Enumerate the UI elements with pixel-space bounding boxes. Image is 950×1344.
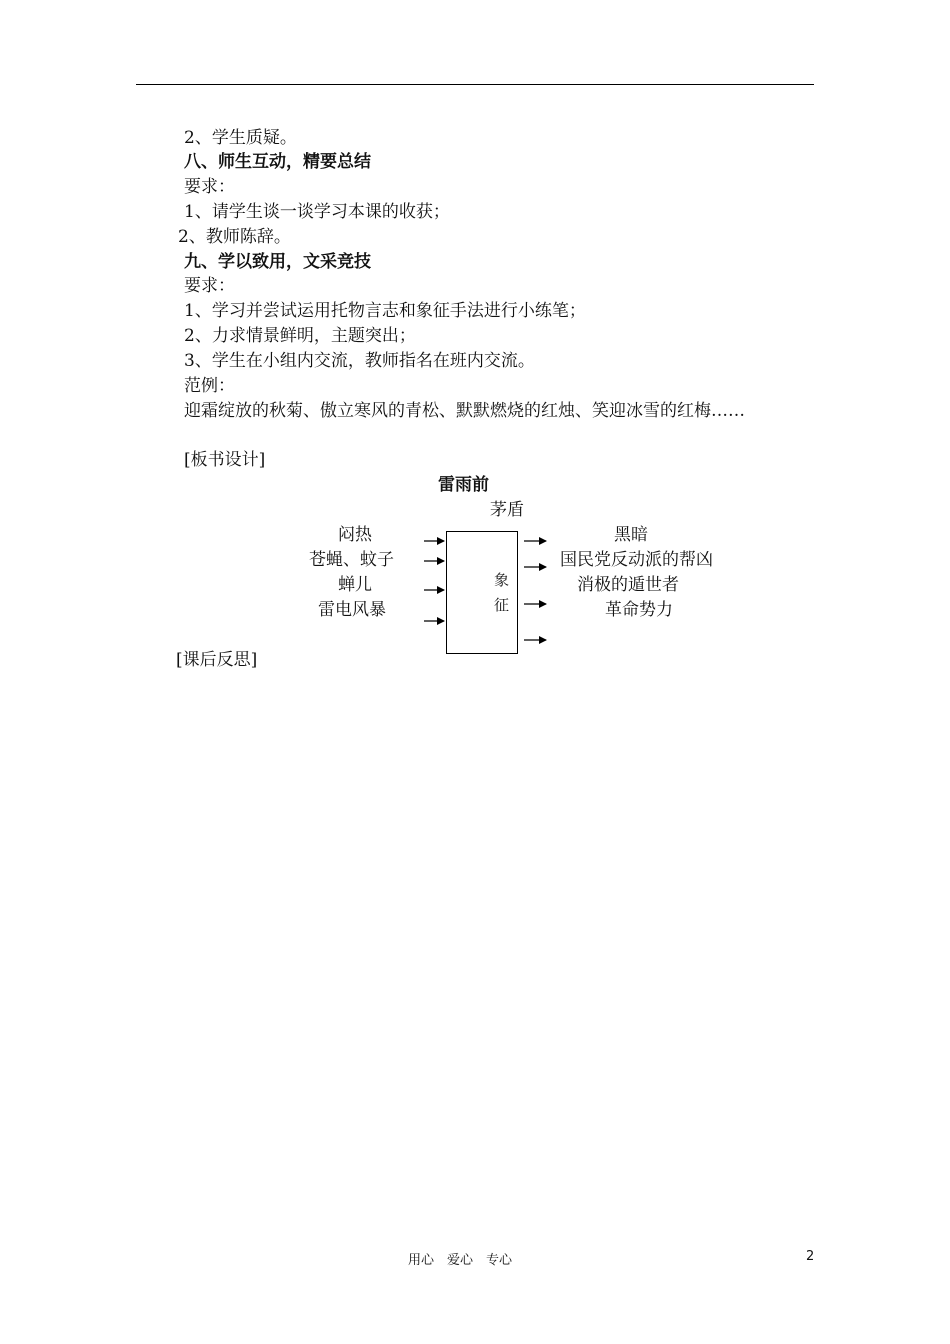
example-label: 范例： — [184, 376, 235, 396]
board-right-item: 黑暗 — [614, 525, 648, 545]
footer-motto: 用心 爱心 专心 — [408, 1253, 513, 1268]
board-left-item: 闷热 — [338, 525, 372, 545]
example-text: 迎霜绽放的秋菊、傲立寒风的青松、默默燃烧的红烛、笑迎冰雪的红梅…… — [184, 401, 745, 421]
board-right-item: 革命势力 — [605, 600, 673, 620]
list-item: 3、学生在小组内交流，教师指名在班内交流。 — [184, 351, 535, 371]
section-heading-8: 八、师生互动，精要总结 — [184, 152, 371, 172]
page-number: 2 — [806, 1249, 815, 1264]
board-right-item: 国民党反动派的帮凶 — [560, 550, 713, 570]
board-right-item: 消极的遁世者 — [577, 575, 679, 595]
list-item: 1、学习并尝试运用托物言志和象征手法进行小练笔； — [184, 301, 586, 321]
board-author: 茅盾 — [490, 500, 524, 520]
board-design-label: [板书设计] — [184, 450, 266, 470]
list-item: 1、请学生谈一谈学习本课的收获； — [184, 202, 450, 222]
symbol-char: 征 — [494, 596, 510, 614]
reflection-label: [课后反思] — [176, 650, 258, 670]
board-left-item: 苍蝇、蚊子 — [309, 550, 394, 570]
board-left-item: 蝉儿 — [338, 575, 372, 595]
board-left-item: 雷电风暴 — [318, 600, 386, 620]
requirement-label: 要求： — [184, 276, 235, 296]
requirement-label: 要求： — [184, 177, 235, 197]
list-item: 2、教师陈辞。 — [178, 227, 291, 247]
list-item: 2、力求情景鲜明，主题突出； — [184, 326, 416, 346]
symbol-char: 象 — [494, 571, 510, 589]
line-student-questions: 2、学生质疑。 — [184, 128, 297, 148]
section-heading-9: 九、学以致用，文采竞技 — [184, 252, 371, 272]
board-title: 雷雨前 — [438, 475, 489, 495]
